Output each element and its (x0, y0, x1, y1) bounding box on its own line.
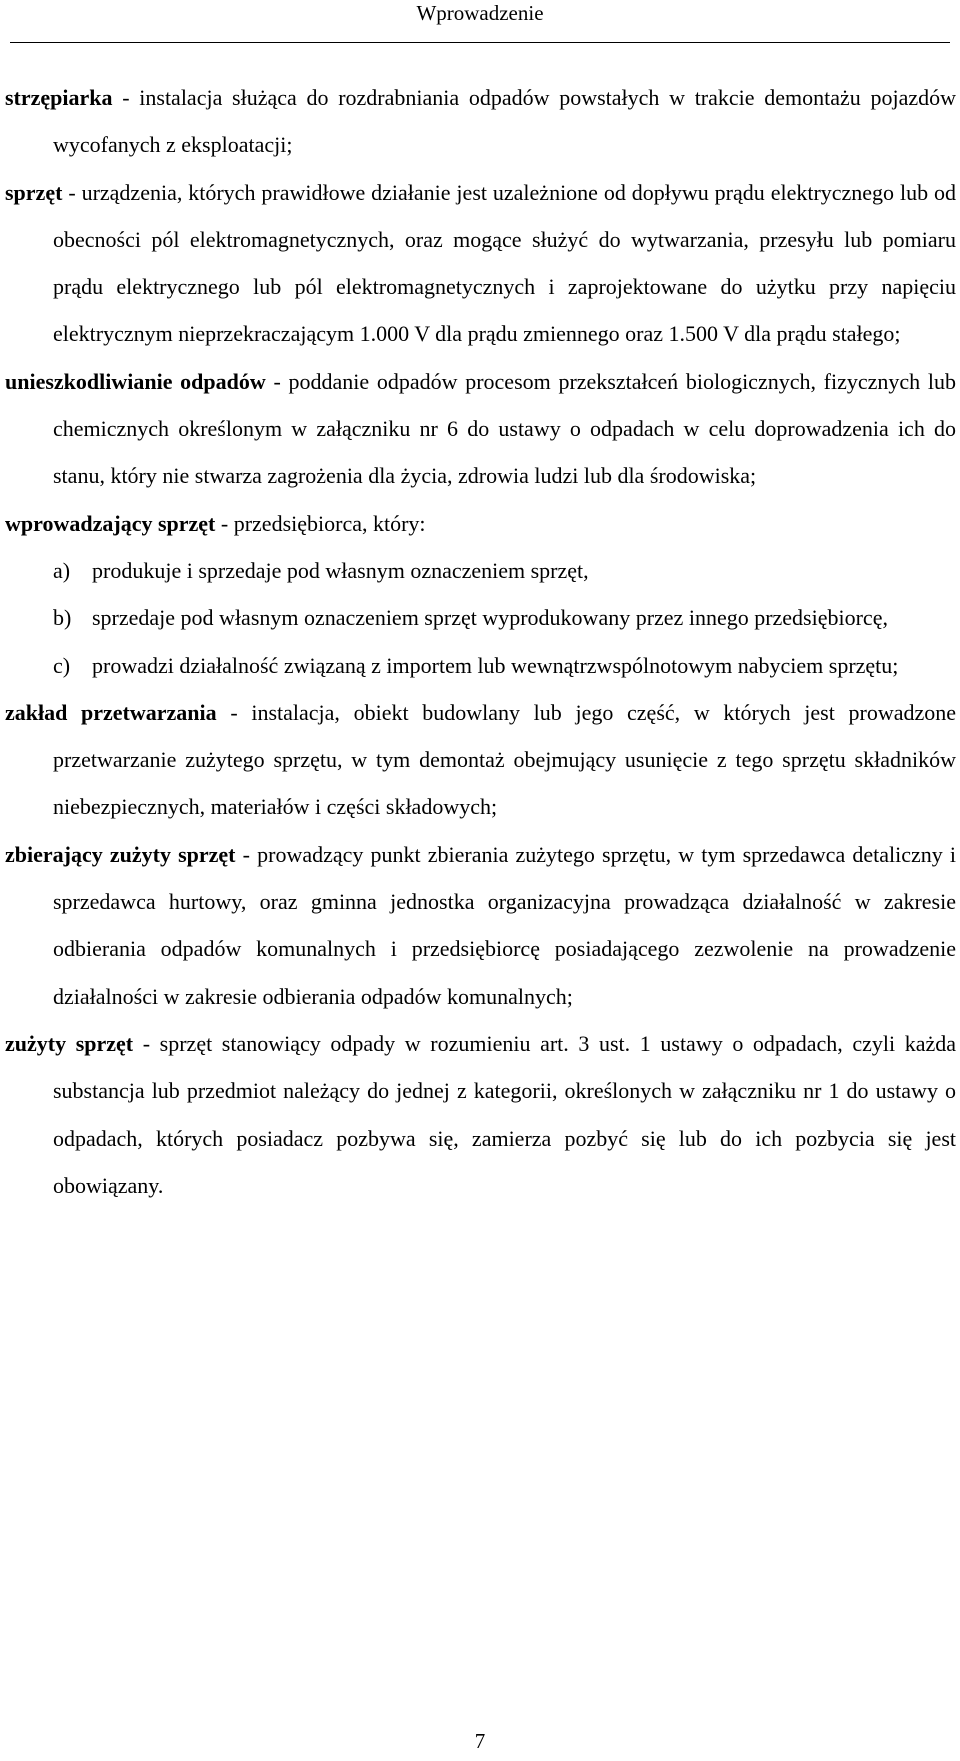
list-item-letter: b) (53, 605, 72, 631)
wprowadzajacy-sprzet-items (5, 547, 956, 689)
definition-text: - instalacja, obiekt budowlany lub jego część, w których jest prowadzone przetwarzanie zużytego sprzętu, w tym demontaż obejmujący usunięcie z tego sprzętu składników niebezpiecznych, materiałów i części składowych; (53, 699, 956, 820)
list-item (5, 642, 956, 689)
list-item-text: prowadzi działalność związaną z importem lub wewnątrzwspólnotowym nabyciem sprzętu; (92, 652, 899, 678)
list-item-text: sprzedaje pod własnym oznaczeniem sprzęt wyprodukowany przez innego przedsiębiorcę, (92, 605, 888, 631)
definition-unieszkodliwianie-odpadow (5, 358, 956, 500)
list-item-text: produkuje i sprzedaje pod własnym oznaczeniem sprzęt, (92, 557, 589, 583)
definition-text: - przedsiębiorca, który: (215, 510, 426, 536)
definition-wprowadzajacy-sprzet (5, 500, 956, 547)
definition-term: sprzęt (5, 179, 63, 205)
list-item-letter: a) (53, 557, 71, 583)
definition-strzepiarka (5, 74, 956, 169)
definition-term: zakład przetwarzania (5, 699, 217, 725)
definition-term: strzępiarka (5, 85, 113, 110)
definition-term: unieszkodliwianie odpadów (5, 368, 266, 394)
header-divider (10, 42, 950, 43)
definition-zaklad-przetwarzania (5, 689, 956, 831)
list-item (5, 547, 956, 594)
definition-term: wprowadzający sprzęt (5, 510, 216, 536)
definition-text: - poddanie odpadów procesom przekształceń biologicznych, fizycznych lub chemicznych określonym w załączniku nr 6 do ustawy o odpadach w celu doprowadzenia ich do stanu, który nie stwarza zagrożenia dla życia, zdrowia ludzi lub dla środowiska; (53, 368, 956, 489)
page-header: Wprowadzenie (416, 1, 544, 25)
page-number: 7 (474, 1729, 486, 1753)
list-item-letter: c) (53, 652, 71, 678)
definition-text: - instalacja służąca do rozdrabniania odpadów powstałych w trakcie demontażu pojazdów wycofanych z eksploatacji; (53, 85, 956, 158)
definition-text: - urządzenia, których prawidłowe działanie jest uzależnione od dopływu prądu elektrycznego lub od obecności pól elektromagnetycznych, oraz mogące służyć do wytwarzania, przesyłu lub pomiaru prądu elektrycznego lub pól elektromagnetycznych i zaprojektowane do użytku przy napięciu elektrycznym nieprzekraczającym 1.000 V dla prądu zmiennego oraz 1.500 V dla prądu stałego; (53, 179, 956, 347)
definition-term: zbierający zużyty sprzęt (5, 841, 236, 867)
definition-term: zużyty sprzęt (5, 1030, 134, 1056)
definition-text: - prowadzący punkt zbierania zużytego sprzętu, w tym sprzedawca detaliczny i sprzedawca hurtowy, oraz gminna jednostka organizacyjna prowadząca działalność w zakresie odbierania odpadów komunalnych i przedsiębiorcę posiadającego zezwolenie na prowadzenie działalności w zakresie odbierania odpadów komunalnych; (53, 841, 956, 1009)
definition-zbierajacy-zuzyty-sprzet (5, 831, 956, 1020)
definition-text: - sprzęt stanowiący odpady w rozumieniu art. 3 ust. 1 ustawy o odpadach, czyli każda substancja lub przedmiot należący do jednej z kategorii, określonych w załączniku nr 1 do ustawy o odpadach, których posiadacz pozbywa się, zamierza pozbyć się lub do ich pozbycia się jest obowiązany. (53, 1030, 956, 1198)
list-item (5, 594, 956, 641)
definition-sprzet (5, 169, 956, 358)
definition-zuzyty-sprzet (5, 1020, 956, 1209)
definitions-list (5, 74, 956, 1209)
